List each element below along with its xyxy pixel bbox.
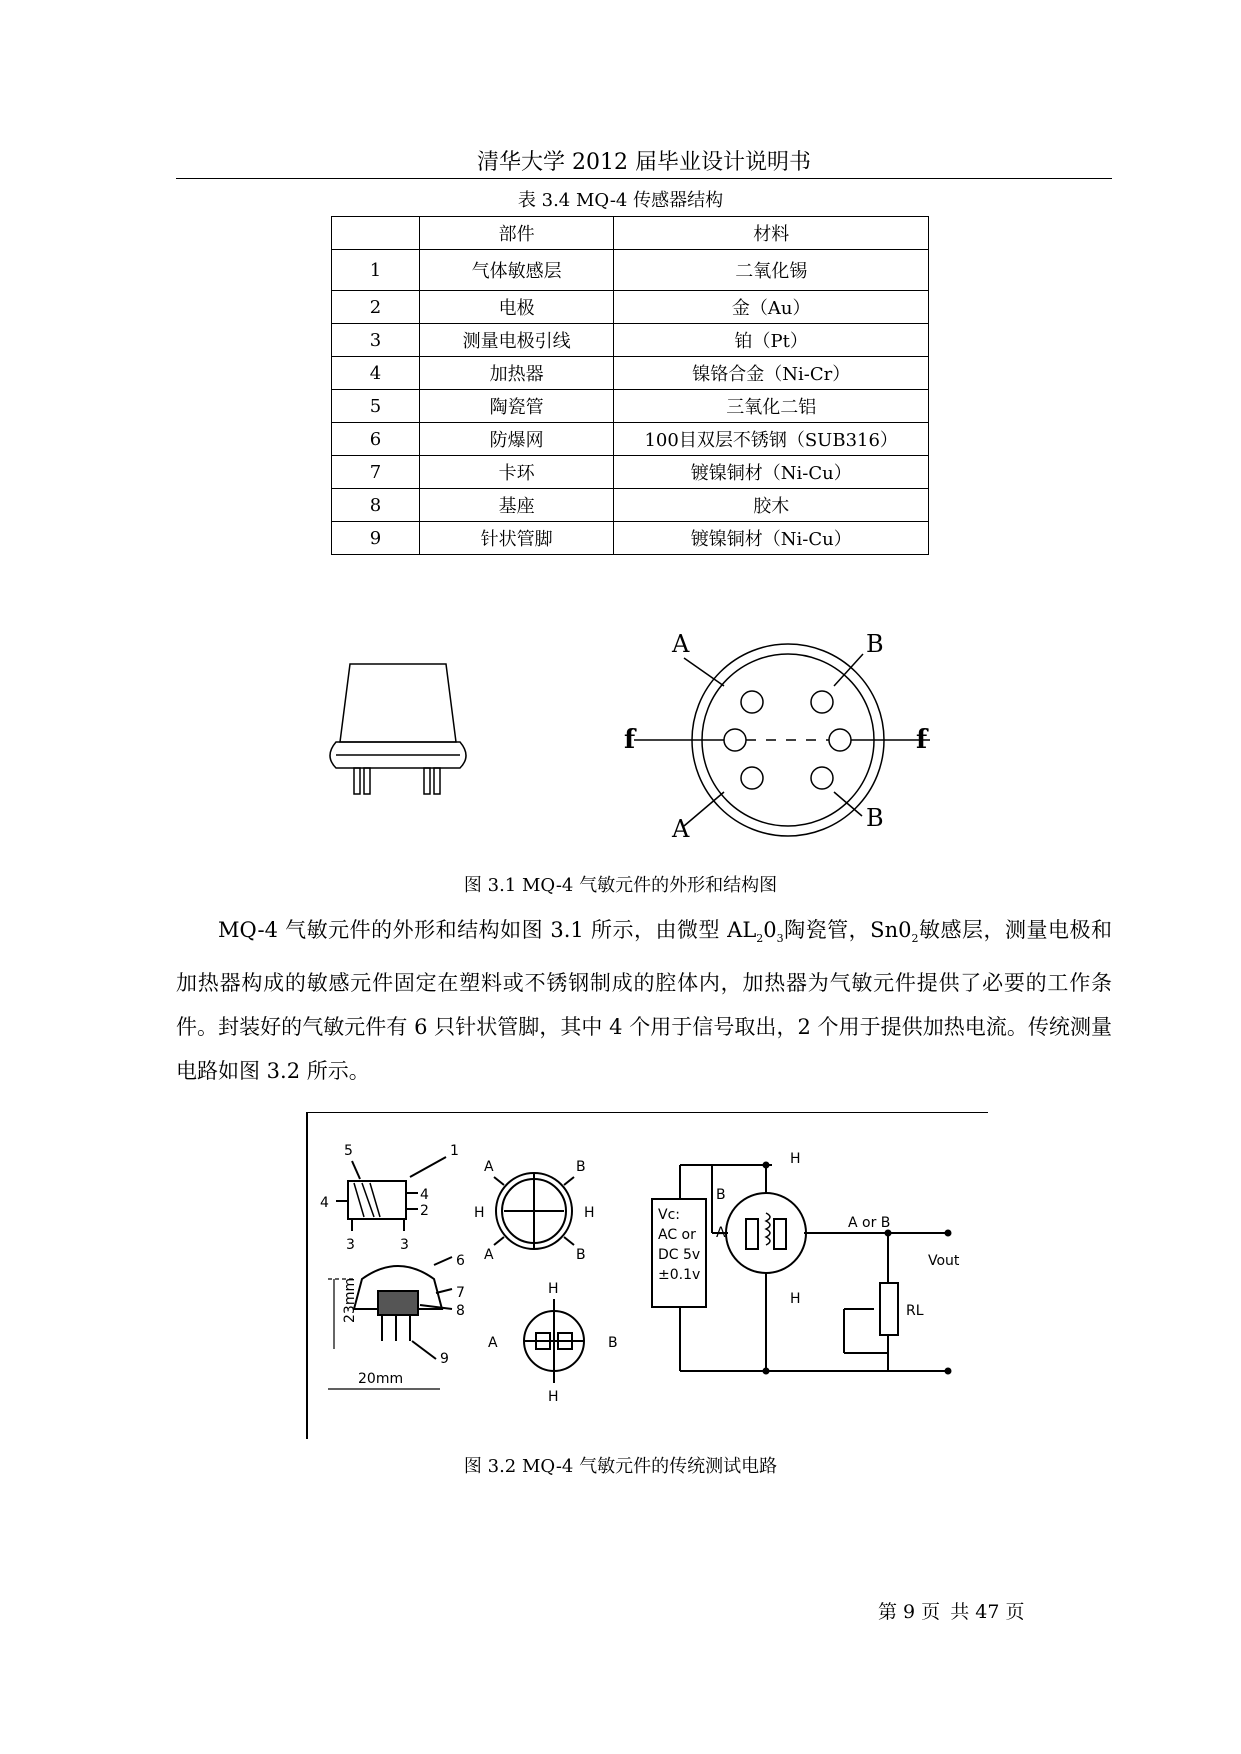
table-header-cell bbox=[332, 217, 420, 250]
pin-label: A bbox=[488, 1335, 498, 1351]
test-circuit-drawing bbox=[308, 1113, 988, 1439]
table-cell: 测量电极引线 bbox=[419, 324, 614, 357]
pin-label: H bbox=[548, 1389, 559, 1405]
pin-label-f: f bbox=[916, 725, 928, 755]
part-label: 7 bbox=[456, 1285, 465, 1301]
table-cell: 金（Au） bbox=[614, 291, 929, 324]
pin-label-b: B bbox=[866, 630, 884, 658]
pin-label: H bbox=[790, 1291, 801, 1307]
test-circuit-figure bbox=[306, 1112, 988, 1439]
figure-caption: 图 3.2 MQ-4 气敏元件的传统测试电路 bbox=[463, 1456, 778, 1477]
table-cell: 8 bbox=[332, 489, 420, 522]
table-cell: 6 bbox=[332, 423, 420, 456]
pin-label: H bbox=[790, 1151, 801, 1167]
page-number: 第 9 页 bbox=[878, 1601, 941, 1623]
part-label: 4 bbox=[320, 1195, 329, 1211]
part-label: 9 bbox=[440, 1351, 449, 1367]
table-row bbox=[332, 456, 929, 489]
table-row bbox=[332, 250, 929, 291]
table-cell: 胶木 bbox=[614, 489, 929, 522]
table-cell: 100目双层不锈钢（SUB316） bbox=[614, 423, 929, 456]
pin-label: B bbox=[608, 1335, 618, 1351]
pin-label: A bbox=[484, 1247, 494, 1263]
pin-label-f: f bbox=[624, 725, 636, 755]
table-row bbox=[332, 291, 929, 324]
table-cell: 卡环 bbox=[419, 456, 614, 489]
page-total: 共 47 页 bbox=[950, 1601, 1025, 1623]
table-row bbox=[332, 423, 929, 456]
table-cell: 二氧化锡 bbox=[614, 250, 929, 291]
supply-label: Vc: bbox=[658, 1207, 680, 1223]
pin-label: B bbox=[576, 1159, 586, 1175]
table-cell: 陶瓷管 bbox=[419, 390, 614, 423]
part-label: 2 bbox=[420, 1203, 429, 1219]
table-cell: 2 bbox=[332, 291, 420, 324]
output-label: A or B bbox=[848, 1215, 891, 1231]
sensor-pin-layout-drawing bbox=[620, 630, 930, 840]
table-row bbox=[332, 324, 929, 357]
page-footer bbox=[878, 1597, 1028, 1624]
table-cell: 9 bbox=[332, 522, 420, 555]
table-cell: 基座 bbox=[419, 489, 614, 522]
text-run: MQ-4 气敏元件的外形和结构如图 3.1 所示，由微型 AL bbox=[218, 918, 757, 942]
table-cell: 镀镍铜材（Ni-Cu） bbox=[614, 456, 929, 489]
sensor-structure-table bbox=[331, 216, 929, 555]
pin-label: B bbox=[576, 1247, 586, 1263]
table-cell: 气体敏感层 bbox=[419, 250, 614, 291]
table-cell: 加热器 bbox=[419, 357, 614, 390]
subscript: 2 bbox=[756, 932, 764, 946]
text-run: 陶瓷管，Sn0 bbox=[783, 918, 912, 942]
supply-label: DC 5v bbox=[658, 1247, 701, 1263]
table-caption: 表 3.4 MQ-4 传感器结构 bbox=[517, 190, 724, 211]
table-row bbox=[332, 390, 929, 423]
table-cell: 针状管脚 bbox=[419, 522, 614, 555]
part-label: 5 bbox=[344, 1143, 353, 1159]
pin-label-a: A bbox=[672, 815, 690, 840]
pin-label-a: A bbox=[672, 630, 690, 658]
pin-label: A bbox=[716, 1225, 726, 1241]
table-row bbox=[332, 357, 929, 390]
pin-label: H bbox=[584, 1205, 595, 1221]
supply-label: AC or bbox=[658, 1227, 696, 1243]
part-label: 1 bbox=[450, 1143, 459, 1159]
table-cell: 铂（Pt） bbox=[614, 324, 929, 357]
table-cell: 1 bbox=[332, 250, 420, 291]
part-label: 3 bbox=[400, 1237, 409, 1253]
table-cell: 电极 bbox=[419, 291, 614, 324]
table-cell: 4 bbox=[332, 357, 420, 390]
pin-label: B bbox=[716, 1187, 726, 1203]
table-cell: 镀镍铜材（Ni-Cu） bbox=[614, 522, 929, 555]
sensor-outline-drawing bbox=[320, 630, 490, 820]
table-header-row bbox=[332, 217, 929, 250]
part-label: 8 bbox=[456, 1303, 465, 1319]
subscript: 3 bbox=[776, 932, 784, 946]
pin-label: H bbox=[474, 1205, 485, 1221]
body-paragraph bbox=[176, 908, 1112, 1093]
supply-label: ±0.1v bbox=[658, 1267, 701, 1283]
page-header bbox=[176, 150, 1112, 179]
resistor-label: RL bbox=[906, 1303, 924, 1319]
table-cell: 防爆网 bbox=[419, 423, 614, 456]
pin-label: A bbox=[484, 1159, 494, 1175]
table-cell: 三氧化二铝 bbox=[614, 390, 929, 423]
part-label: 6 bbox=[456, 1253, 465, 1269]
dimension-label: 20mm bbox=[358, 1371, 404, 1387]
table-row bbox=[332, 522, 929, 555]
table-cell: 5 bbox=[332, 390, 420, 423]
part-label: 4 bbox=[420, 1187, 429, 1203]
part-label: 3 bbox=[346, 1237, 355, 1253]
text-run: 敏感层，测量电极和加热器构成的敏感元件固定在塑料或不锈钢制成的腔体内，加热器为气敏元件提供了必要的工作条件。封装好的气敏元件有 6 只针状管脚，其中 4 个用于信号取出，2 个用于提供加热电流。传统测量电路如图 3.2 所示。 bbox=[176, 918, 1113, 1084]
pin-label: H bbox=[548, 1281, 559, 1297]
dimension-label: 23mm bbox=[342, 1277, 358, 1323]
table-row bbox=[332, 489, 929, 522]
table-header-cell: 材料 bbox=[614, 217, 929, 250]
subscript: 2 bbox=[911, 932, 919, 946]
table-cell: 3 bbox=[332, 324, 420, 357]
output-label: Vout bbox=[928, 1253, 960, 1269]
figure-caption: 图 3.1 MQ-4 气敏元件的外形和结构图 bbox=[463, 875, 778, 896]
pin-label-b: B bbox=[866, 804, 884, 832]
text-run: 0 bbox=[763, 918, 777, 942]
table-cell: 镍铬合金（Ni-Cr） bbox=[614, 357, 929, 390]
table-header-cell: 部件 bbox=[419, 217, 614, 250]
header-title: 清华大学 2012 届毕业设计说明书 bbox=[477, 150, 811, 175]
table-cell: 7 bbox=[332, 456, 420, 489]
